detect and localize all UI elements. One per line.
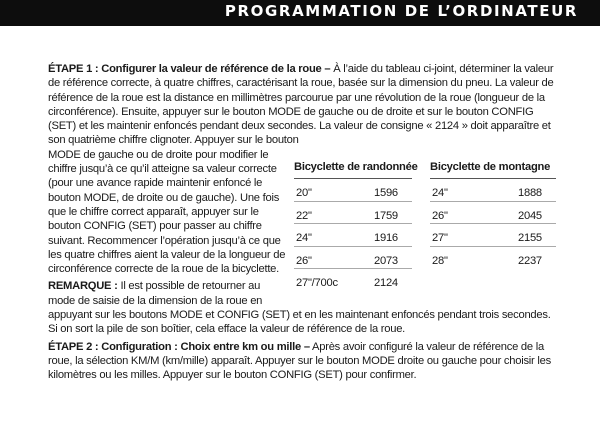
- remark-text: Il est possible de retourner au mode de saisie de la dimension de la roue en appuyant sur les boutons MODE et CONFIG (SET) et en les maintenant enfoncés pendant trois secondes. Si on sort la pile de son boîtier, cela efface la valeur de référence de la roue.: [48, 280, 551, 336]
- table-row: [430, 247, 556, 269]
- road-bike-column: [294, 160, 418, 291]
- tire-size: 26": [296, 254, 312, 267]
- table-row: [430, 202, 556, 225]
- table-row: [294, 247, 412, 270]
- tire-size: 28": [432, 254, 448, 267]
- table-row: [294, 269, 412, 291]
- road-bike-rows: [294, 179, 412, 291]
- page-title: PROGRAMMATION DE L’ORDINATEUR: [224, 2, 578, 20]
- step1-paragraph: [48, 62, 556, 148]
- remark-heading: REMARQUE :: [48, 280, 118, 293]
- step2-text: Après avoir configuré la valeur de référence de la roue, la sélection KM/M (km/mille) apparaît. Appuyer sur le bouton MODE droite ou gauche pour choisir les kilomètres ou les milles. Appuyer sur le bouton CONFIG (SET) pour confirmer.: [48, 340, 551, 382]
- circumference-value: 1888: [518, 187, 542, 200]
- wheel-circumference-table: [294, 160, 556, 291]
- table-row: [294, 224, 412, 247]
- table-row: [294, 202, 412, 225]
- tire-size: 24": [296, 232, 312, 245]
- tire-size: 24": [432, 187, 448, 200]
- tire-size: 22": [296, 209, 312, 222]
- table-row: [430, 224, 556, 247]
- mountain-bike-column: [430, 160, 556, 291]
- road-bike-header: Bicyclette de randonnée: [294, 160, 412, 179]
- circumference-value: 1759: [374, 209, 398, 222]
- step1-text-b: MODE de gauche ou de droite pour modifier le chiffre jusqu’à ce qu’il atteigne sa valeur correcte (pour une avance rapide maintenir enfoncé le bouton MODE, de droite ou de gauche). Une fois que le chiffre correct apparaît, appuyer sur le bouton CONFIG (SET) pour passer au chiffre suivant. Recommencer l’opération jusqu’à ce que les quatre chiffres aient la valeur de la longueur de circonférence correcte de la roue de la bicyclette.: [48, 148, 286, 276]
- circumference-value: 1596: [374, 187, 398, 200]
- tire-size: 27": [432, 232, 448, 245]
- circumference-value: 2237: [518, 254, 542, 267]
- tire-size: 20": [296, 187, 312, 200]
- circumference-value: 2155: [518, 232, 542, 245]
- step1-heading: ÉTAPE 1 : Configurer la valeur de référence de la roue –: [48, 63, 331, 75]
- circumference-value: 1916: [374, 232, 398, 245]
- instructions-body: [48, 62, 556, 383]
- step2-heading: ÉTAPE 2 : Configuration : Choix entre km ou mille –: [48, 340, 310, 353]
- circumference-value: 2124: [374, 277, 398, 290]
- circumference-value: 2073: [374, 254, 398, 267]
- page-header: [0, 0, 600, 26]
- mountain-bike-rows: [430, 179, 556, 268]
- tire-size: 26": [432, 209, 448, 222]
- mountain-bike-header: Bicyclette de montagne: [430, 160, 556, 179]
- step2-paragraph: [48, 340, 556, 383]
- tire-size: 27"/700c: [296, 277, 338, 290]
- step1-text-a: À l’aide du tableau ci-joint, déterminer la valeur de référence correcte, à quatre chiffres, caractérisant la roue, basée sur la dimension du pneu. La valeur de référence de la roue est la distance en millimètres parcourue par une révolution de la roue (longueur de la circonférence). Ensuite, appuyer sur le bouton MODE de gauche ou de droite et sur le bouton CONFIG (SET) et les maintenir enfoncés pendant deux secondes. La valeur de consigne « 2124 » doit apparaître et son quatrième chiffre clignoter. Appuyer sur le bouton: [48, 63, 554, 147]
- table-row: [294, 179, 412, 202]
- circumference-value: 2045: [518, 209, 542, 222]
- table-row: [430, 179, 556, 202]
